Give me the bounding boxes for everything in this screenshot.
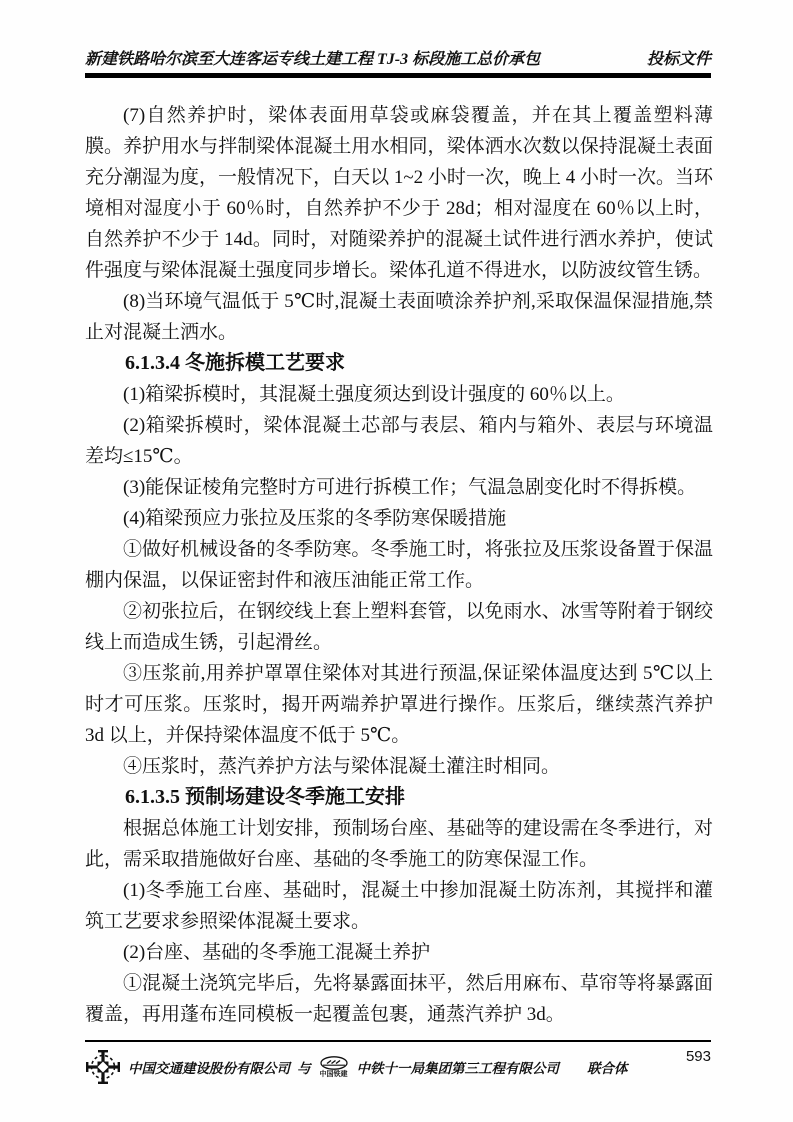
paragraph-pedestal-curing: (2)台座、基础的冬季施工混凝土养护 [123,942,431,963]
page-number: 593 [685,1048,711,1065]
header-title: 新建铁路哈尔滨至大连客运专线土建工程 TJ-3 标段施工总价承包 [85,51,541,68]
paragraph-demold-edges: (3)能保证棱角完整时方可进行拆模工作；气温急剧变化时不得拆模。 [123,477,697,498]
footer-left-company: 中国交通建设股份有限公司 [128,1061,290,1076]
footer-divider [85,1040,711,1042]
paragraph-precast-yard-plan: 根据总体施工计划安排，预制场台座、基础等的建设需在冬季进行，对此，需采取措施做好台座、基础的冬季施工的防寒保湿工作。 [85,818,713,870]
document-body [85,100,713,1030]
paragraph-surface-covering: ①混凝土浇筑完毕后，先将暴露面抹平，然后用麻布、草帘等将暴露面覆盖，再用蓬布连同模板一起覆盖包裹，通蒸汽养护 3d。 [85,973,713,1025]
paragraph-strand-sleeves: ②初张拉后，在钢绞线上套上塑料套管，以免雨水、冰雪等附着于钢绞线上而造成生锈，引起滑丝。 [85,601,713,653]
footer-consortium-label: 联合体 [587,1061,628,1076]
section-heading-6-1-3-4: 6.1.3.4 冬施拆模工艺要求 [125,352,345,374]
footer-joiner: 与 [297,1061,311,1076]
crcc-logo-caption: 中国铁建 [319,1070,348,1078]
paragraph-equipment-warming: ①做好机械设备的冬季防寒。冬季施工时，将张拉及压浆设备置于保温棚内保温，以保证密封件和液压油能正常工作。 [85,539,713,591]
compass-rose-icon [85,1048,121,1086]
paragraph-grouting-steam: ④压浆时，蒸汽养护方法与梁体混凝土灌注时相同。 [123,756,561,777]
paragraph-grouting-preheat: ③压浆前,用养护罩罩住梁体对其进行预温,保证梁体温度达到 5℃以上时才可压浆。压浆时，揭开两端养护罩进行操作。压浆后，继续蒸汽养护 3d 以上，并保持梁体温度不低于 5℃。 [85,663,713,746]
paragraph-natural-curing: (7)自然养护时，梁体表面用草袋或麻袋覆盖，并在其上覆盖塑料薄膜。养护用水与拌制梁体混凝土用水相同，梁体洒水次数以保持混凝土表面充分潮湿为度，一般情况下，白天以 1~2 小时一次，晚上 4 小时一次。当环境相对湿度小于 60％时，自然养护不少于 28d；相对湿度在 60％以上时，自然养护不少于 14d。同时，对随梁养护的混凝土试件进行洒水养护，使试件强度与梁体混凝土强度同步增长。梁体孔道不得进水，以防波纹管生锈。 [85,105,713,281]
paragraph-antifreeze-additive: (1)冬季施工台座、基础时，混凝土中掺加混凝土防冻剂，其搅拌和灌筑工艺要求参照梁体混凝土要求。 [85,880,713,932]
section-heading-6-1-3-5: 6.1.3.5 预制场建设冬季施工安排 [125,786,405,808]
paragraph-demold-strength: (1)箱梁拆模时，其混凝土强度须达到设计强度的 60％以上。 [123,384,625,405]
page-footer [85,1048,628,1086]
paragraph-tension-grouting: (4)箱梁预应力张拉及压浆的冬季防寒保暖措施 [123,508,507,529]
paragraph-demold-temp-diff: (2)箱梁拆模时，梁体混凝土芯部与表层、箱内与箱外、表层与环境温差均≤15℃。 [85,415,713,467]
header-divider [85,73,711,78]
footer-right-company: 中铁十一局集团第三工程有限公司 [356,1061,559,1076]
paragraph-low-temp-curing: (8)当环境气温低于 5℃时,混凝土表面喷涂养护剂,采取保温保湿措施,禁止对混凝土洒水。 [85,291,713,343]
oval-globe-icon [320,1056,348,1078]
header-doc-label: 投标文件 [646,51,711,68]
page-header [85,46,711,69]
